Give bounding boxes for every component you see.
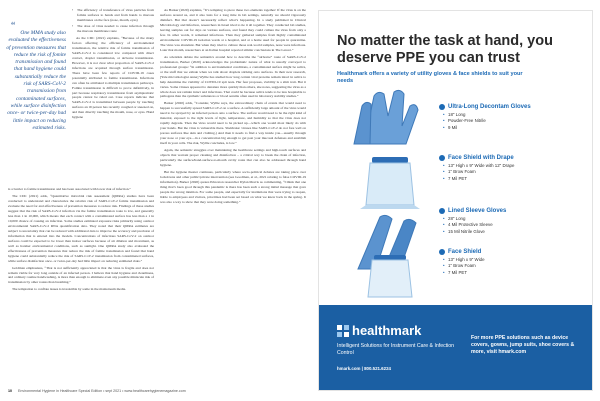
product-spec: • 9 Mil bbox=[439, 125, 589, 131]
product-title: Lined Sleeve Gloves bbox=[448, 208, 507, 214]
healthmark-advertisement bbox=[318, 10, 593, 391]
bullet-dot-icon bbox=[439, 249, 445, 255]
product-face-shield-drape bbox=[439, 155, 589, 182]
paragraph: Again, the semantic struggles over maintaining the healthcare settings and high-touch surfaces and objects that warrant proper cleaning and disinfection – a critical way to break the chain of infection, particularly the surface/hand-surface-to-mouth cavity route that can also be addressed through hand hygiene. bbox=[160, 148, 306, 168]
face-shield-image bbox=[344, 251, 434, 301]
brand-contact[interactable]: hmark.com | 800.521.6224 bbox=[337, 366, 391, 371]
bullet-list bbox=[72, 8, 154, 34]
paragraph: The CDC (2021) adds, “Quantitative microbial risk assessment (QMRA) studies have been conducted to understand and characterize the relative risk of SARS-CoV-2 fomite transmission and evaluate the need for and effectiveness of prevention measures to reduce risk. Findings of these studies suggest that the risk of SARS-CoV-2 infection via the fomite transmission route is low, and generally less than 1 in 10,000, which means that each contact with a contaminated surface has less than a 1 in 10,000 chance of causing an infection. Some studies estimated exposure risks primarily using outdoor environmental SARS-CoV-2 RNA quantification data. They noted that their QMRA estimates are subject to uncertainty that can be reduced with additional data to improve the accuracy and precision of information that is entered into the models. Concentrations of infectious SARS-CoV-2 on outdoor surfaces could be expected to be lower than indoor surfaces because of air dilution and movement, as well as harsher environmental conditions, such as sunlight. One QMRA study also evaluated the effectiveness of prevention measures that reduce the risk of fomite transmission and found that hand hygiene could substantially reduce the risk of SARS-CoV-2 transmission from contaminated surfaces, while surface disinfection once- or twice-per-day had little impact on reducing estimated risks.” bbox=[8, 193, 154, 263]
healthmark-logo-icon bbox=[337, 325, 349, 337]
bullet-item: • The dose of virus needed to cause infection through the mucous membrane route bbox=[72, 24, 154, 34]
paragraph: As Barker (2020) explains, “It’s tempting to piece these two elements together: If the virus is on the surfaces around us, and it also lasts for a long time in lab settings, naturally we should vigorously disinfect. But that doesn’t necessarily reflect what’s happening. In a study published in Clinical Microbiology and Infection, researchers in Israel tried to tie it all together. They conducted lab studies, leaving samples out for days on various surfaces, and found they could culture the virus from only a few. In other words, it remained infectious. Then they gathered samples from highly contaminated environments: COVID-19 isolation wards at a hospital, and at a home used for people in quarantine. The virus was abundant. But when they tried to culture those real-world samples, none were infectious. Later that month, researchers at an Italian hospital reported similar conclusions in The Lancet.” bbox=[160, 8, 306, 52]
paragraph: Barker (2020) adds, “Consider, Wyllie says, the extraordinary chain of events that would need to happen to successfully spread SARS-CoV-2 on a surface. A sufficiently large amount of the virus would need to be sprayed by an infected person onto a surface. The surface would need to be the right kind of material, exposed to the right levels of light, temperature, and humidity so that the virus does not rapidly degrade. Then the virus would need to be picked up—which one would most likely do with your hands. But the virus is vulnerable there. Sheldrake: viruses like SARS-CoV-2 do not fare well on porous surfaces like skin and clothing.) And then it needs to find a way inside you—usually through your nose or your eye—in a concentration big enough to get past your mucosal defenses and establish itself in your cells. The risk, Wyllie concludes, is low.” bbox=[160, 101, 306, 146]
product-spec: • 15 Mil Nitrile Glove bbox=[439, 229, 589, 235]
paragraph: is a barrier to fomite transmission and has been associated with lower risk of infection.” bbox=[8, 187, 131, 191]
product-spec: • 13" High x 9" Wide bbox=[439, 257, 589, 263]
article-column-1-lower bbox=[8, 187, 154, 294]
more-ppe-text: For more PPE solutions such as device covers, gowns, jump suits, shoe covers & more, visit hmark.com bbox=[471, 335, 575, 356]
product-title: Ultra-Long Decontam Gloves bbox=[448, 104, 531, 110]
product-face-shield bbox=[439, 249, 589, 276]
brand-tagline: Intelligent Solutions for Instrument Care & Infection Control bbox=[337, 343, 455, 357]
ad-headline: No matter the task at hand, you deserve PPE you can trust bbox=[337, 33, 553, 66]
bullet-dot-icon bbox=[439, 155, 445, 161]
product-spec: • 1" Brow Foam bbox=[439, 169, 589, 175]
product-ultra-long-gloves bbox=[439, 104, 589, 131]
product-spec: • 4 Mil Protective Sleeve bbox=[439, 222, 589, 228]
product-spec: • 7 Mil PET bbox=[439, 270, 589, 276]
product-spec: • Powder-Free Nitrile bbox=[439, 118, 589, 124]
product-title: Face Shield bbox=[448, 249, 482, 255]
paragraph: Goldman emphasizes, “That is not sufficiently appreciated is that the virus is fragile and does not remain viable for very long outside of an infected person. I believe that hand hygiene and cleanliness, and ordinary routine handwashing, is more than enough to eliminate even any possible miniscule risk of transmission by other routes than breathing.” bbox=[8, 265, 154, 285]
article-column-1-upper bbox=[72, 8, 154, 122]
bullet-dot-icon bbox=[439, 104, 445, 110]
bullet-dot-icon bbox=[439, 208, 445, 214]
pull-quote-text: One MMA study also evaluated the effectiveness of prevention measures that reduce the risk of fomite transmission and found that hand hygiene could substantially reduce the risk of SARS-CoV-2 transmission from contaminated surfaces, while surface disinfection once- or twice-per-day had little impact on reducing estimated risks. bbox=[6, 30, 66, 131]
product-spec: • 7 Mil PET bbox=[439, 176, 589, 182]
face-shield-drape-image bbox=[344, 149, 434, 211]
pull-quote bbox=[6, 21, 66, 132]
product-spec: • 1" Brow Foam bbox=[439, 263, 589, 269]
product-spec: • 13" High x 9" Wide with 12" Drape bbox=[439, 163, 589, 169]
paragraph: The temptation to conflate issues is irresistible by some in the mainstream media. bbox=[12, 287, 127, 292]
paragraph: But the hygiene theater continues, particularly where socio-political debates are taking place over lockdowns and other public/private intervention (see Goodman, et al., 2021 relating to false COVID-19 information). Barker (2020) quotes Princeton researcher Dylan Morris as commenting, “I think that one thing that’s been good through this pandemic is there has been such a strong initial message that gave people the wrong intuition. For some people, and especially for institutions that were trying to reopen, liable to employees and visitors, prioritizes had been set based on what we knew back in the spring. It was also a way to show that they were doing something.” bbox=[160, 170, 306, 204]
ad-banner bbox=[319, 305, 592, 390]
product-lined-sleeve-gloves bbox=[439, 208, 589, 235]
paragraph: As scientists debate the semantics around how to describe the “airborne” route of SARS-CoV-2 transmission, Barker (2020) acknowledges the problematic nature of what is usually conveyed to professional groups: “In addition to environmental conditions, a contaminated surface might be saliva, or the stuff that we exhale when we talk about droplets sticking onto surfaces. In their new research, [Yale microbiologist Anna] Wyllie has studied how long certain viral proteins remain intact in saliva to help determine the viability of COVID-19 spit tests. Her fear proposes, viability is a slim trait. But it varies. Some viruses appeared to denature more quickly than others, she notes, suggesting the virus as a whole does not remain intact and infectious. That could be because saliva tends to be less hospitable to pathogens than the synthetic substances or blood serums often used in laboratory stability studies.” bbox=[160, 54, 306, 99]
healthmark-logo bbox=[337, 323, 421, 338]
bullet-item: • The efficiency of transference of virus particles from fomite surfaces to hands and from hands to mucous membranes on the face (nose, mouth, eyes) bbox=[72, 8, 154, 23]
footer-text: Environmental Hygiene in Healthcare Special Edition • sept 2021 • www.healthcarehygienemagazine.com bbox=[18, 389, 186, 393]
product-spec: • 18" Long bbox=[439, 112, 589, 118]
article-column-2 bbox=[160, 8, 306, 207]
ad-subhead: Healthmark offers a variety of utility gloves & face shields to suit your needs bbox=[337, 71, 523, 85]
decontam-gloves-image bbox=[344, 86, 434, 148]
paragraph: As the CDC (2021) explains, “Because of the many factors affecting the efficiency of environmental transmission, the relative risk of fomite transmission of SARS-CoV-2 is considered low compared with direct contact, droplet transmission, or airborne transmission. However, it is not clear what proportion of SARS-CoV-2 infections are acquired through surface transmission. There have been few reports of COVID-19 cases potentially attributed to fomite transmission. Infections can often be attributed to multiple transmission pathways. Fomite transmission is difficult to prove definitively, in part because respiratory transmission from asymptomatic people cannot be ruled out. Case reports indicate that SARS-CoV-2 is transmitted between people by touching surfaces an ill person has recently coughed or sneezed on, and then directly touching the mouth, nose, or eyes. Hand hygiene bbox=[72, 35, 154, 120]
product-title: Face Shield with Drape bbox=[448, 155, 514, 161]
product-spec: • 28" Long bbox=[439, 216, 589, 222]
quote-mark: “ bbox=[10, 21, 16, 32]
page-number: 10 bbox=[8, 389, 12, 393]
brand-name: healthmark bbox=[352, 323, 422, 338]
